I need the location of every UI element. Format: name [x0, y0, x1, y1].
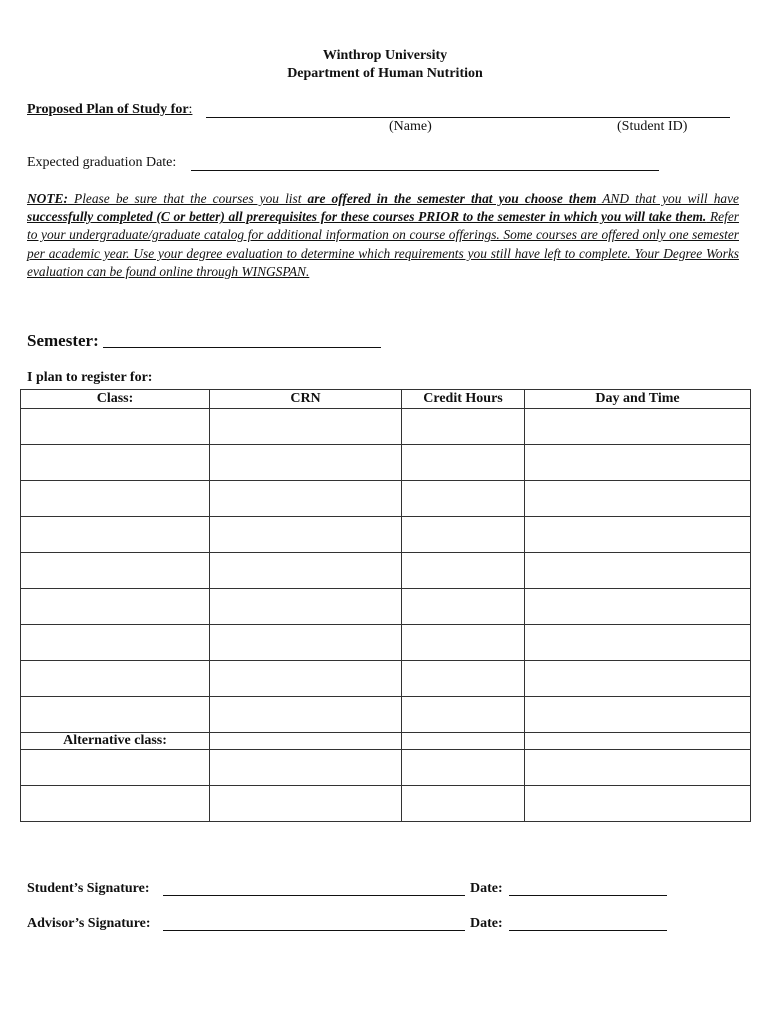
- table-row: [21, 481, 751, 517]
- class-cell[interactable]: [21, 517, 210, 553]
- column-header-credit-hours: Credit Hours: [402, 390, 525, 409]
- class-cell[interactable]: [21, 481, 210, 517]
- day-time-cell[interactable]: [525, 553, 751, 589]
- table-row: [21, 517, 751, 553]
- note-bold-2: successfully completed (C or better) all prerequisites for these courses PRIOR to the semester in which you will take them.: [27, 209, 707, 225]
- credit-hours-cell[interactable]: [402, 553, 525, 589]
- student-id-caption: (Student ID): [617, 119, 688, 134]
- semester-field[interactable]: [103, 347, 381, 348]
- day-time-cell: [525, 733, 751, 750]
- credit-hours-cell[interactable]: [402, 786, 525, 822]
- table-row: [21, 445, 751, 481]
- note-text-3: Refer to your undergraduate/graduate catalog for additional information on course offerings. Some courses are offered only one semester per academic year. Use your degree evaluation to determine which requirements you still have left to complete. Your Degree Works evaluation can be found online through WINGSPAN.: [27, 209, 739, 279]
- credit-hours-cell[interactable]: [402, 589, 525, 625]
- day-time-cell[interactable]: [525, 786, 751, 822]
- crn-cell[interactable]: [210, 750, 402, 786]
- class-cell[interactable]: [21, 409, 210, 445]
- credit-hours-cell[interactable]: [402, 750, 525, 786]
- crn-cell[interactable]: [210, 445, 402, 481]
- credit-hours-cell[interactable]: [402, 409, 525, 445]
- table-row: [21, 625, 751, 661]
- advisor-date-field[interactable]: [509, 930, 667, 931]
- table-row: [21, 661, 751, 697]
- class-cell[interactable]: [21, 625, 210, 661]
- note-text-2: AND that you will have: [596, 191, 739, 206]
- advisor-date-label: Date:: [470, 916, 503, 931]
- day-time-cell[interactable]: [525, 625, 751, 661]
- department-name: Department of Human Nutrition: [287, 66, 483, 81]
- register-label: I plan to register for:: [27, 370, 153, 385]
- course-table: [20, 389, 751, 822]
- crn-cell[interactable]: [210, 481, 402, 517]
- university-name: Winthrop University: [322, 48, 448, 63]
- class-cell[interactable]: [21, 697, 210, 733]
- advisor-signature-field[interactable]: [163, 930, 465, 931]
- class-cell[interactable]: [21, 750, 210, 786]
- table-header-row: [21, 390, 751, 409]
- plan-name-field[interactable]: [206, 117, 730, 118]
- student-signature-label: Student’s Signature:: [27, 881, 150, 896]
- alternative-header-row: [21, 733, 751, 750]
- class-cell[interactable]: [21, 661, 210, 697]
- note-bold-1: are offered in the semester that you choose them: [307, 191, 597, 206]
- student-date-label: Date:: [470, 881, 503, 896]
- note-text-1: Please be sure that the courses you list: [67, 191, 308, 206]
- crn-cell[interactable]: [210, 661, 402, 697]
- day-time-cell[interactable]: [525, 481, 751, 517]
- table-row: [21, 786, 751, 822]
- day-time-cell[interactable]: [525, 589, 751, 625]
- credit-hours-cell[interactable]: [402, 661, 525, 697]
- table-row: [21, 750, 751, 786]
- crn-cell[interactable]: [210, 409, 402, 445]
- crn-cell[interactable]: [210, 517, 402, 553]
- plan-label-row: [27, 102, 192, 118]
- table-row: [21, 409, 751, 445]
- class-cell[interactable]: [21, 589, 210, 625]
- crn-cell[interactable]: [210, 625, 402, 661]
- name-caption: (Name): [389, 119, 432, 134]
- plan-colon: :: [188, 102, 193, 117]
- table-row: [21, 589, 751, 625]
- graduation-date-field[interactable]: [191, 170, 659, 171]
- day-time-cell[interactable]: [525, 750, 751, 786]
- note-lead: NOTE:: [27, 191, 68, 206]
- column-header-day-time: Day and Time: [525, 390, 751, 409]
- student-signature-field[interactable]: [163, 895, 465, 896]
- note-paragraph: [27, 190, 739, 281]
- crn-cell[interactable]: [210, 697, 402, 733]
- column-header-class: Class:: [21, 390, 210, 409]
- table-row: [21, 697, 751, 733]
- alternative-class-label: Alternative class:: [21, 733, 210, 750]
- plan-label: Proposed Plan of Study for: [27, 102, 189, 117]
- crn-cell[interactable]: [210, 589, 402, 625]
- day-time-cell[interactable]: [525, 409, 751, 445]
- crn-cell[interactable]: [210, 786, 402, 822]
- credit-hours-cell[interactable]: [402, 481, 525, 517]
- semester-label: Semester:: [27, 331, 99, 350]
- crn-cell[interactable]: [210, 553, 402, 589]
- day-time-cell[interactable]: [525, 661, 751, 697]
- crn-cell: [210, 733, 402, 750]
- credit-hours-cell[interactable]: [402, 625, 525, 661]
- day-time-cell[interactable]: [525, 517, 751, 553]
- class-cell[interactable]: [21, 445, 210, 481]
- student-date-field[interactable]: [509, 895, 667, 896]
- credit-hours-cell[interactable]: [402, 445, 525, 481]
- credit-hours-cell[interactable]: [402, 697, 525, 733]
- graduation-label: Expected graduation Date:: [27, 155, 177, 170]
- table-row: [21, 553, 751, 589]
- column-header-crn: CRN: [210, 390, 402, 409]
- day-time-cell[interactable]: [525, 445, 751, 481]
- credit-hours-cell: [402, 733, 525, 750]
- day-time-cell[interactable]: [525, 697, 751, 733]
- credit-hours-cell[interactable]: [402, 517, 525, 553]
- class-cell[interactable]: [21, 553, 210, 589]
- advisor-signature-label: Advisor’s Signature:: [27, 916, 151, 931]
- class-cell[interactable]: [21, 786, 210, 822]
